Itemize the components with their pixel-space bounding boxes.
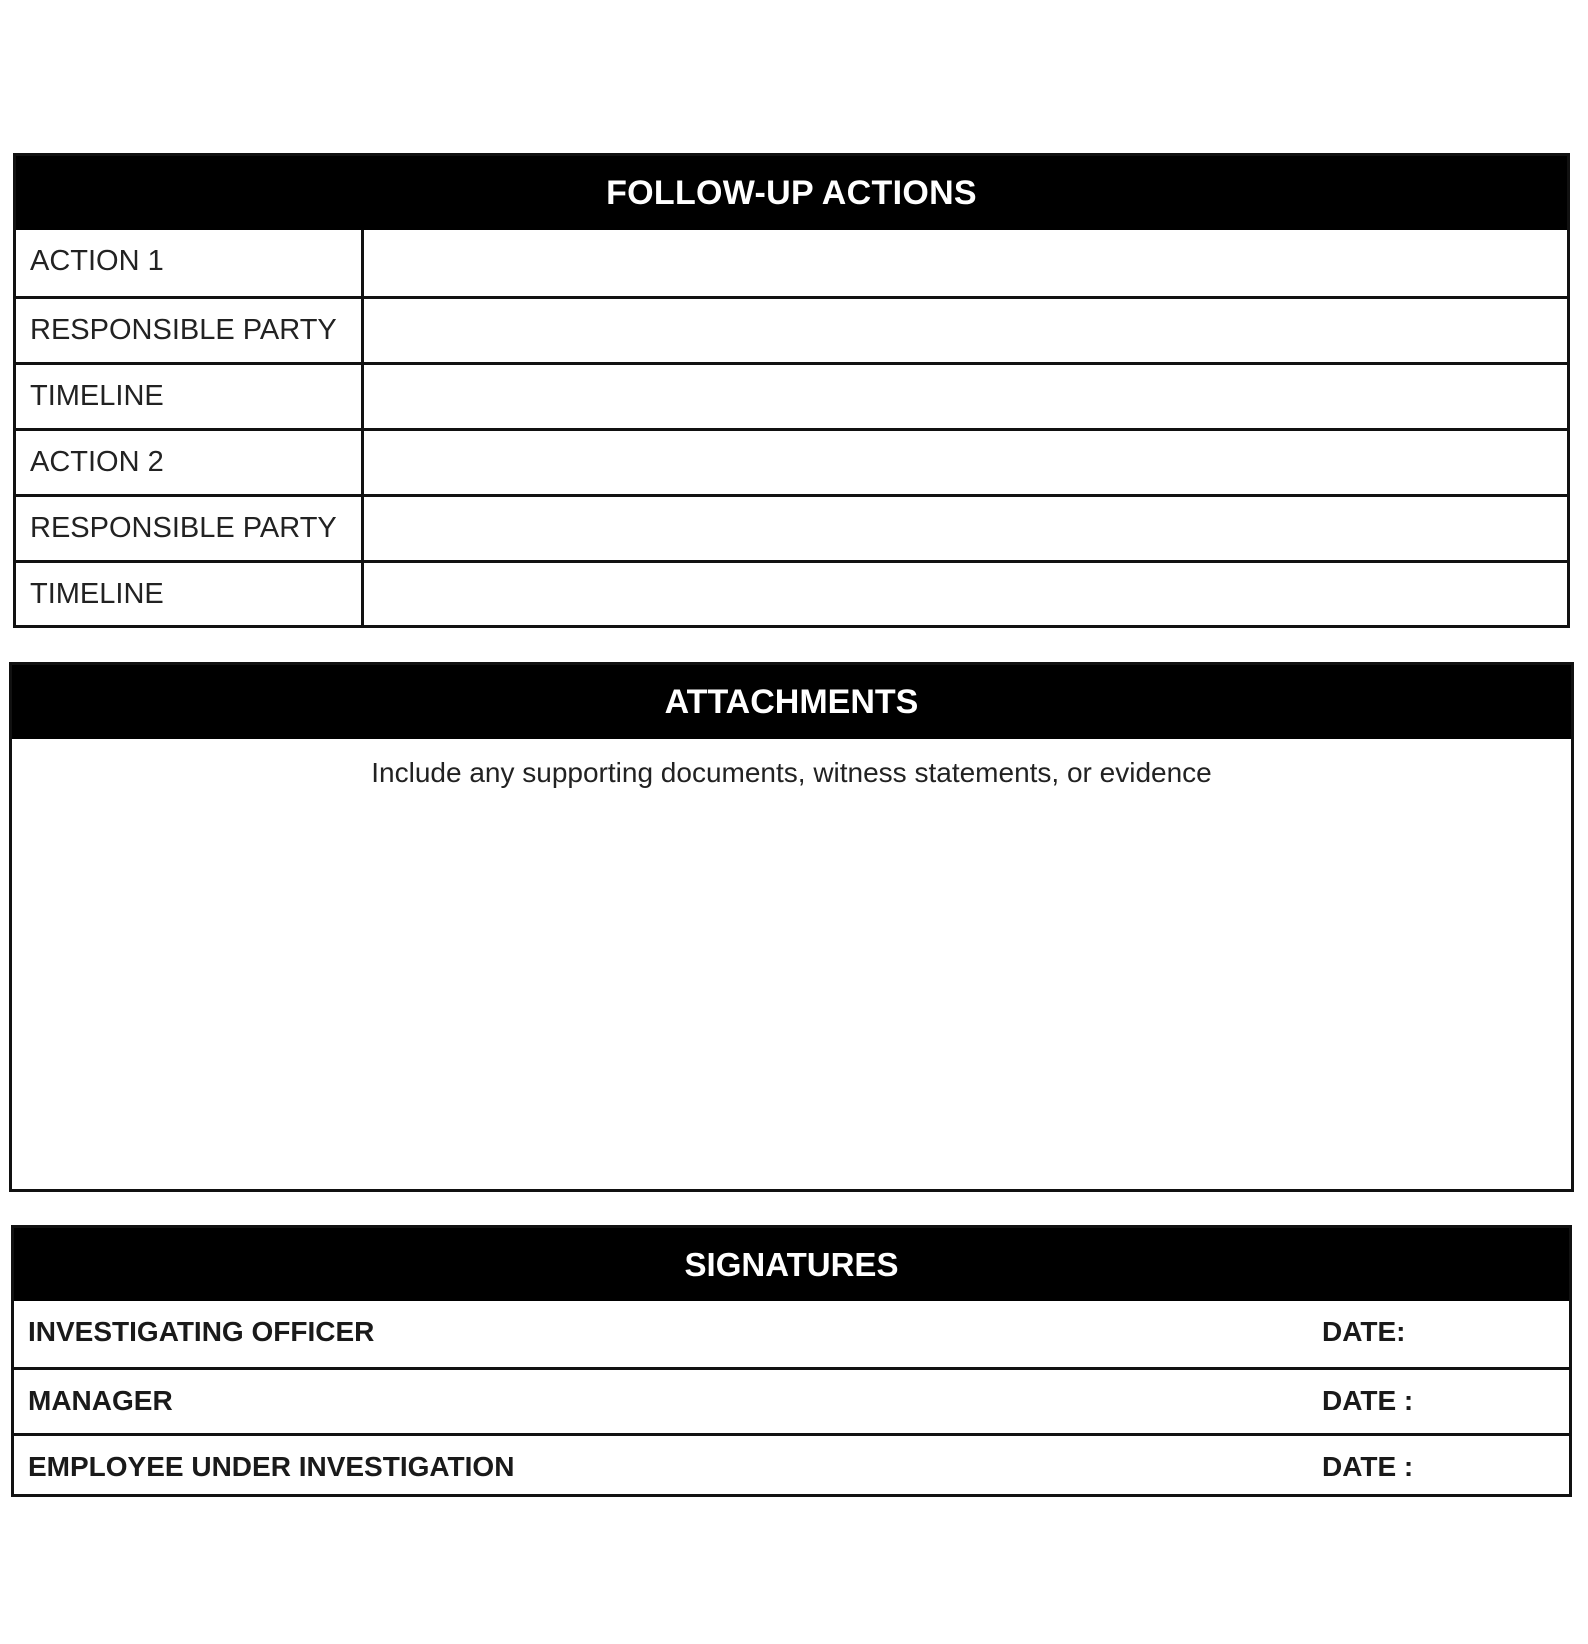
attachments-section xyxy=(9,662,1574,1192)
followup-label: RESPONSIBLE PARTY xyxy=(16,299,364,362)
signature-label: MANAGER xyxy=(28,1385,173,1416)
signature-row-manager[interactable] xyxy=(14,1367,1569,1433)
timeline-2-field[interactable] xyxy=(364,563,1567,626)
signature-row-employee-under-investigation[interactable] xyxy=(14,1433,1569,1499)
followup-row-responsible-party-1 xyxy=(16,296,1567,362)
signature-date-label: DATE: xyxy=(1322,1316,1406,1347)
followup-label: ACTION 1 xyxy=(16,230,364,296)
followup-actions-title: FOLLOW-UP ACTIONS xyxy=(16,156,1567,230)
followup-row-responsible-party-2 xyxy=(16,494,1567,560)
followup-row-timeline-1 xyxy=(16,362,1567,428)
signatures-section xyxy=(11,1225,1572,1497)
followup-label: RESPONSIBLE PARTY xyxy=(16,497,364,560)
followup-row-timeline-2 xyxy=(16,560,1567,626)
signature-date-label: DATE : xyxy=(1322,1385,1414,1416)
action-2-field[interactable] xyxy=(364,431,1567,494)
signature-label: EMPLOYEE UNDER INVESTIGATION xyxy=(28,1451,515,1482)
action-1-field[interactable] xyxy=(364,230,1567,296)
responsible-party-2-field[interactable] xyxy=(364,497,1567,560)
followup-label: ACTION 2 xyxy=(16,431,364,494)
attachments-title: ATTACHMENTS xyxy=(12,665,1571,739)
followup-row-action-2 xyxy=(16,428,1567,494)
attachments-note: Include any supporting documents, witness statements, or evidence xyxy=(371,757,1212,788)
responsible-party-1-field[interactable] xyxy=(364,299,1567,362)
signature-label: INVESTIGATING OFFICER xyxy=(28,1316,375,1347)
followup-actions-table xyxy=(16,230,1567,626)
signature-row-investigating-officer[interactable] xyxy=(14,1301,1569,1367)
followup-label: TIMELINE xyxy=(16,563,364,626)
signatures-title: SIGNATURES xyxy=(14,1228,1569,1301)
signature-date-label: DATE : xyxy=(1322,1451,1414,1482)
followup-row-action-1 xyxy=(16,230,1567,296)
followup-label: TIMELINE xyxy=(16,365,364,428)
timeline-1-field[interactable] xyxy=(364,365,1567,428)
followup-actions-section xyxy=(13,153,1570,628)
